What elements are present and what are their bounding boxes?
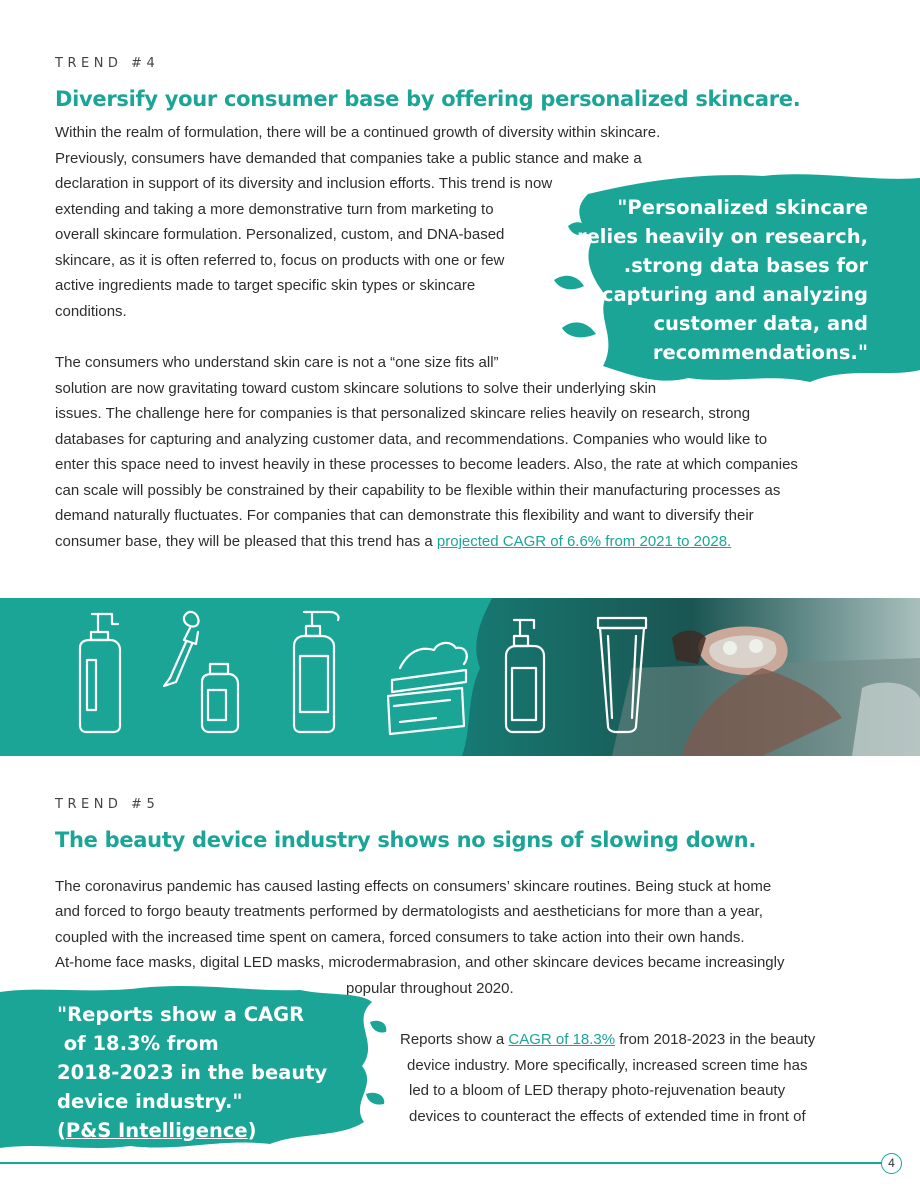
text-line <box>55 529 731 555</box>
text-segment: from 2018-2023 in the beauty <box>615 1031 816 1048</box>
trend-5-pull-quote <box>57 1000 327 1145</box>
text-segment: consumer base, they will be pleased that this trend has a <box>55 533 437 550</box>
illustration-band <box>0 598 920 756</box>
footer-rule <box>0 1162 882 1164</box>
text-line: and forced to forgo beauty treatments performed by dermatologists and aestheticians for more than a year, <box>55 903 763 920</box>
page-number: 4 <box>881 1153 902 1174</box>
quote-source: (P&S Intelligence) <box>57 1119 257 1142</box>
ps-intelligence-link[interactable]: P&S Intelligence <box>65 1119 248 1142</box>
text-line: solution are now gravitating toward custom skincare solutions to solve their underlying skin <box>55 380 657 397</box>
text-segment: Reports show a <box>400 1031 509 1048</box>
trend-4-pull-quote <box>577 193 868 367</box>
quote-line: capturing and analyzing <box>601 283 868 306</box>
text-line: The coronavirus pandemic has caused lasting effects on consumers’ skincare routines. Being stuck at home <box>55 878 772 895</box>
text-line: skincare, as it is often referred to, focus on products with one or few <box>55 252 505 269</box>
text-line: At-home face masks, digital LED masks, microdermabrasion, and other skincare devices became increasingly <box>55 954 785 971</box>
text-line: enter this space need to invest heavily in these processes to become leaders. Also, the rate at which companies <box>55 456 798 473</box>
text-line: can scale will possibly be constrained by their capability to be flexible within their manufacturing processes as <box>55 482 781 499</box>
text-line: The consumers who understand skin care is not a “one size fits all” <box>55 354 499 371</box>
pump-bottle-icon <box>294 612 339 732</box>
cagr-link[interactable]: CAGR of 18.3% <box>508 1031 616 1048</box>
text-line: overall skincare formulation. Personalized, custom, and DNA-based <box>55 226 505 243</box>
quote-line: 2018-2023 in the beauty <box>57 1061 328 1084</box>
woman-with-face-mask-photo <box>462 598 920 756</box>
pump-bottle-icon <box>80 614 120 732</box>
dropper-bottle-icon <box>164 612 238 732</box>
cagr-projection-link[interactable]: projected CAGR of 6.6% from 2021 to 2028. <box>436 533 732 550</box>
quote-line: .strong data bases for <box>623 254 868 277</box>
text-line: devices to counteract the effects of extended time in front of <box>409 1108 806 1125</box>
quote-line: device industry." <box>57 1090 243 1113</box>
trend-4-heading: Diversify your consumer base by offering personalized skincare. <box>55 87 801 111</box>
text-line: issues. The challenge here for companies is that personalized skincare relies heavily on research, strong <box>55 405 751 422</box>
trend-4-eyebrow: TREND #4 <box>55 56 160 71</box>
quote-line: "Reports show a CAGR <box>57 1003 305 1026</box>
text-line: Within the realm of formulation, there will be a continued growth of diversity within skincare. <box>55 124 661 141</box>
text-line: led to a bloom of LED therapy photo-rejuvenation beauty <box>409 1082 786 1099</box>
text-line: Previously, consumers have demanded that companies take a public stance and make a <box>55 150 642 167</box>
text-line: extending and taking a more demonstrative turn from marketing to <box>55 201 494 218</box>
trend-5-heading: The beauty device industry shows no signs of slowing down. <box>55 828 756 852</box>
quote-line: relies heavily on research, <box>576 225 868 248</box>
text-line: databases for capturing and analyzing customer data, and recommendations. Companies who would like to <box>55 431 768 448</box>
quote-line: of 18.3% from <box>57 1032 219 1055</box>
text-line: popular throughout 2020. <box>346 980 514 997</box>
text-line: device industry. More specifically, increased screen time has <box>407 1057 808 1074</box>
quote-line: "Personalized skincare <box>617 196 868 219</box>
text-line: conditions. <box>55 303 127 320</box>
text-line: active ingredients made to target specific skin types or skincare <box>55 277 476 294</box>
text-line: coupled with the increased time spent on camera, forced consumers to take action into their own hands. <box>55 929 745 946</box>
text-line: declaration in support of its diversity and inclusion efforts. This trend is now <box>55 175 553 192</box>
skincare-product-icons <box>0 598 480 756</box>
cream-jar-icon <box>388 643 467 734</box>
trend-5-eyebrow: TREND #5 <box>55 797 160 812</box>
text-line <box>400 1027 815 1053</box>
text-line: demand naturally fluctuates. For companies that can demonstrate this flexibility and want to diversify their <box>55 507 754 524</box>
quote-line: recommendations." <box>652 341 868 364</box>
quote-line: customer data, and <box>653 312 868 335</box>
